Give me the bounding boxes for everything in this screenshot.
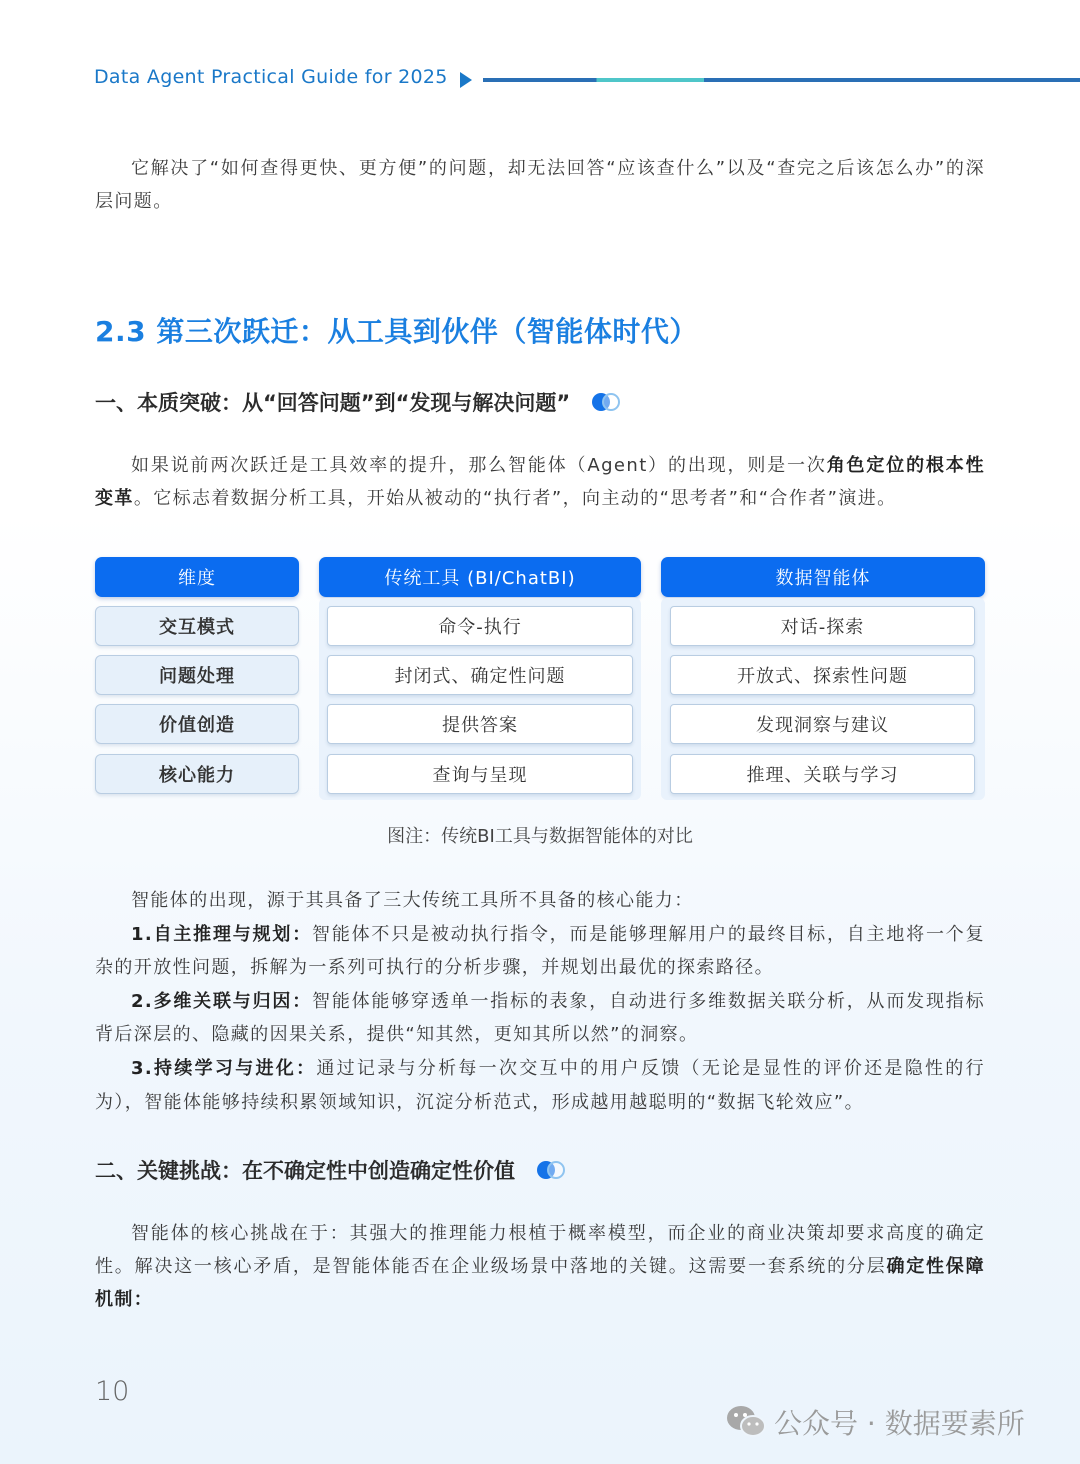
table-cell: 核心能力 [95, 754, 299, 794]
ability-text: 智能体不只是被动执行指令，而是能够理解用户的最终目标，自主地将一个复杂的开放性问题，拆解为一系列可执行的分析步骤，并规划出最优的探索路径。 [95, 923, 985, 979]
ability-text: 智能体能够穿透单一指标的表象，自动进行多维数据关联分析，从而发现指标背后深层的、隐藏的因果关系，提供“知其然，更知其所以然”的洞察。 [95, 990, 985, 1046]
paragraph-challenge [95, 1217, 985, 1316]
text: 如果说前两次跃迁是工具效率的提升，那么智能体（Agent）的出现，则是一次 [131, 455, 827, 476]
play-arrow-icon [460, 72, 472, 88]
table-cell: 查询与呈现 [327, 754, 633, 794]
table-caption: 图注：传统BI工具与数据智能体的对比 [387, 826, 693, 847]
ability-title: 1.自主推理与规划： [131, 923, 313, 945]
watermark-text: 公众号 · 数据要素所 [774, 1407, 1025, 1440]
ability-item [95, 1052, 985, 1119]
watermark [726, 1402, 1025, 1442]
text: 智能体的核心挑战在于：其强大的推理能力根植于概率模型，而企业的商业决策却要求高度的确定性。解决这一核心矛盾，是智能体能否在企业级场景中落地的关键。这需要一套系统的分层 [95, 1223, 985, 1277]
table-cell: 推理、关联与学习 [670, 754, 975, 794]
ability-item [95, 918, 985, 985]
subheading-1-text: 一、本质突破：从“回答问题”到“发现与解决问题” [95, 391, 571, 415]
toggle-circles-icon [537, 1161, 567, 1179]
text: 。它标志着数据分析工具，开始从被动的“执行者”，向主动的“思考者”和“合作者”演进。 [133, 488, 897, 509]
table-cell: 提供答案 [327, 704, 633, 744]
subheading-2-text: 二、关键挑战：在不确定性中创造确定性价值 [95, 1159, 515, 1183]
ability-title: 3.持续学习与进化： [131, 1057, 317, 1079]
intro-paragraph [95, 152, 985, 218]
table-cell: 发现洞察与建议 [670, 704, 975, 744]
ability-item [95, 985, 985, 1052]
abilities-lead: 智能体的出现，源于其具备了三大传统工具所不具备的核心能力： [131, 890, 694, 911]
abilities-section [95, 884, 985, 1119]
wechat-icon [726, 1405, 766, 1439]
table-cell: 封闭式、确定性问题 [327, 655, 633, 695]
subheading-1 [95, 387, 622, 417]
intro-text: 它解决了“如何查得更快、更方便”的问题，却无法回答“应该查什么”以及“查完之后该怎么办”的深层问题。 [95, 158, 985, 212]
header-divider [483, 78, 1080, 82]
table-cell: 问题处理 [95, 655, 299, 695]
table-cell: 命令-执行 [327, 606, 633, 646]
table-header-agent: 数据智能体 [661, 557, 985, 597]
table-header-traditional: 传统工具 (BI/ChatBI) [319, 557, 641, 597]
ability-title: 2.多维关联与归因： [131, 990, 313, 1012]
subheading-2 [95, 1155, 567, 1185]
bold-text: 角色定位的根本性变革 [95, 455, 986, 509]
bold-text: 确定性保障机制： [95, 1256, 985, 1310]
toggle-circles-icon [592, 393, 622, 411]
paragraph-agent-intro [95, 449, 985, 515]
table-cell: 价值创造 [95, 704, 299, 744]
table-header-dimension: 维度 [95, 557, 299, 597]
running-header-title: Data Agent Practical Guide for 2025 [94, 66, 448, 88]
table-cell: 对话-探索 [670, 606, 975, 646]
ability-text: 通过记录与分析每一次交互中的用户反馈（无论是显性的评价还是隐性的行为），智能体能够持续积累领域知识，沉淀分析范式，形成越用越聪明的“数据飞轮效应”。 [95, 1057, 985, 1113]
page-number: 10 [95, 1376, 130, 1407]
table-cell: 开放式、探索性问题 [670, 655, 975, 695]
table-cell: 交互模式 [95, 606, 299, 646]
section-title: 2.3 第三次跃迁：从工具到伙伴（智能体时代） [95, 315, 698, 348]
